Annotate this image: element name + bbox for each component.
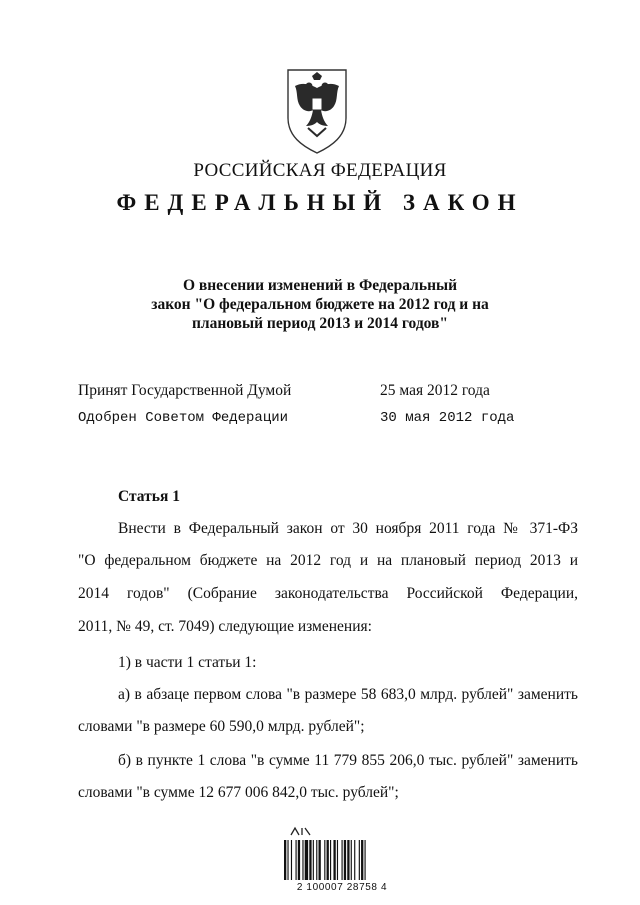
- barcode-bar: [284, 840, 286, 880]
- article-text-line: б) в пункте 1 слова "в сумме 11 779 855 206,0 тыс. рублей" заменить: [118, 752, 578, 769]
- barcode-bar: [313, 840, 314, 880]
- barcode-bar: [324, 840, 325, 880]
- barcode-bar: [330, 840, 331, 880]
- barcode-bar: [351, 840, 352, 880]
- article-heading: Статья 1: [118, 488, 180, 505]
- barcode-bar: [365, 840, 366, 880]
- article-text-line: Внести в Федеральный закон от 30 ноября 2011 года № 371-ФЗ: [118, 520, 578, 537]
- barcode-icon: [282, 840, 402, 880]
- country-name: РОССИЙСКАЯ ФЕДЕРАЦИЯ: [193, 160, 447, 181]
- adoption-row-duma: [78, 382, 578, 400]
- barcode-bar: [361, 840, 363, 880]
- article-text-line: 2011, № 49, ст. 7049) следующие изменения:: [78, 618, 372, 635]
- barcode-bar: [296, 840, 297, 880]
- article-text-line: словами "в сумме 12 677 006 842,0 тыс. рублей";: [78, 784, 399, 801]
- law-subject: [0, 276, 640, 333]
- barcode-bar: [309, 840, 311, 880]
- document-type-title: ФЕДЕРАЛЬНЫЙ ЗАКОН: [116, 190, 524, 215]
- adoption-date: 25 мая 2012 года: [380, 382, 490, 399]
- barcode-bar: [354, 840, 355, 880]
- barcode-number: 2 100007 28758 4: [296, 882, 388, 893]
- barcode-bar: [327, 840, 329, 880]
- barcode-bar: [302, 840, 303, 880]
- barcode-bar: [316, 840, 317, 880]
- adoption-row-council: [78, 410, 578, 426]
- coat-of-arms-icon: [282, 66, 352, 156]
- barcode-bar: [305, 840, 308, 880]
- article-text-line: 2014 годов" (Собрание законодательства Российской Федерации,: [78, 585, 578, 602]
- barcode-bar: [337, 840, 338, 880]
- article-text-line: а) в абзаце первом слова "в размере 58 683,0 млрд. рублей" заменить: [118, 686, 578, 703]
- stamp-mark-icon: [290, 825, 312, 837]
- barcode-bar: [298, 840, 300, 880]
- barcode-bar: [319, 840, 321, 880]
- barcode-bar: [291, 840, 292, 880]
- barcode-bar: [287, 840, 288, 880]
- barcode-bar: [342, 840, 343, 880]
- adoption-date: 30 мая 2012 года: [380, 410, 515, 426]
- article-text-line: "О федеральном бюджете на 2012 год и на плановый период 2013 и: [78, 552, 578, 569]
- barcode-bar: [344, 840, 346, 880]
- article-text-line: словами "в размере 60 590,0 млрд. рублей";: [78, 718, 365, 735]
- barcode-bar: [333, 840, 335, 880]
- barcode-bar: [359, 840, 360, 880]
- article-text-line: 1) в части 1 статьи 1:: [118, 654, 257, 671]
- law-subject-line: закон "О федеральном бюджете на 2012 год и на: [151, 296, 489, 313]
- law-subject-line: О внесении изменений в Федеральный: [182, 277, 458, 294]
- barcode-bar: [347, 840, 349, 880]
- adoption-label: Принят Государственной Думой: [78, 382, 292, 399]
- law-subject-line: плановый период 2013 и 2014 годов": [191, 315, 449, 332]
- barcode: [282, 825, 402, 897]
- adoption-label: Одобрен Советом Федерации: [78, 410, 289, 426]
